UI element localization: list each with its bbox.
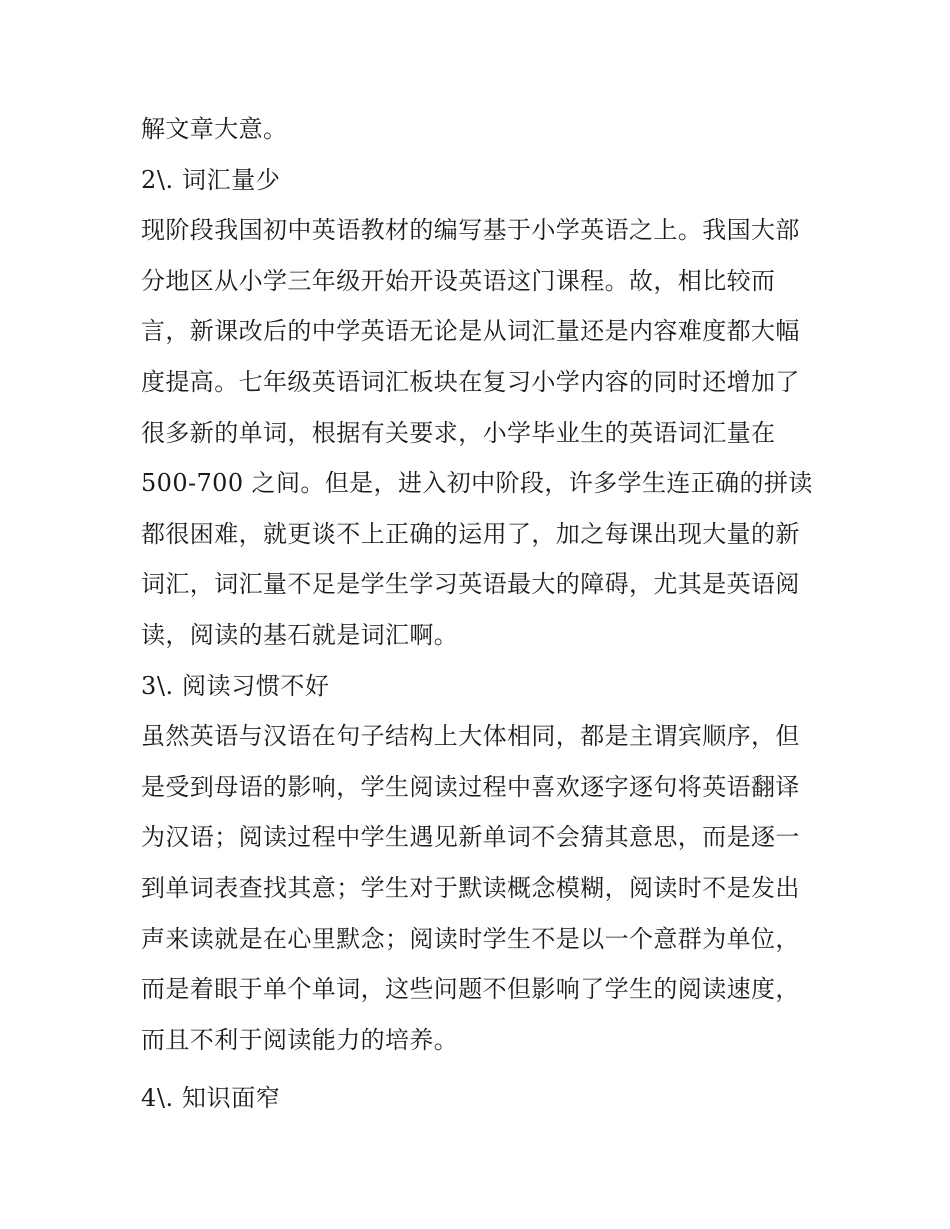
paragraph-line-8: 500-700 之间。但是，进入初中阶段，许多学生连正确的拼读 — [141, 469, 813, 498]
paragraph-line-4: 分地区从小学三年级开始开设英语这门课程。故，相比较而 — [141, 266, 776, 295]
paragraph-line-7: 很多新的单词，根据有关要求，小学毕业生的英语词汇量在 — [141, 418, 776, 447]
paragraph-line-13: 虽然英语与汉语在句子结构上大体相同，都是主谓宾顺序，但 — [141, 722, 800, 751]
paragraph-line-15: 为汉语；阅读过程中学生遇见新单词不会猜其意思，而是逐一 — [141, 823, 800, 852]
text-line-1: 解文章大意。 — [141, 115, 288, 143]
paragraph-line-6: 度提高。七年级英语词汇板块在复习小学内容的同时还增加了 — [141, 367, 800, 396]
paragraph-line-5: 言，新课改后的中学英语无论是从词汇量还是内容难度都大幅 — [141, 317, 800, 346]
document-page — [141, 104, 821, 1124]
section-heading-4: 4\. 知识面窄 — [141, 1084, 281, 1113]
paragraph-line-18: 而是着眼于单个单词，这些问题不但影响了学生的阅读速度， — [141, 975, 800, 1004]
paragraph-line-17: 声来读就是在心里默念；阅读时学生不是以一个意群为单位， — [141, 924, 800, 953]
section-heading-3: 3\. 阅读习惯不好 — [141, 671, 330, 700]
paragraph-line-19: 而且不利于阅读能力的培养。 — [141, 1025, 459, 1054]
paragraph-line-14: 是受到母语的影响，学生阅读过程中喜欢逐字逐句将英语翻译 — [141, 772, 800, 801]
paragraph-line-11: 读，阅读的基石就是词汇啊。 — [141, 620, 459, 649]
paragraph-line-16: 到单词表查找其意；学生对于默读概念模糊，阅读时不是发出 — [141, 873, 800, 902]
paragraph-line-10: 词汇，词汇量不足是学生学习英语最大的障碍，尤其是英语阅 — [141, 570, 800, 599]
section-heading-2: 2\. 词汇量少 — [141, 165, 281, 194]
paragraph-line-3: 现阶段我国初中英语教材的编写基于小学英语之上。我国大部 — [141, 216, 800, 245]
paragraph-line-9: 都很困难，就更谈不上正确的运用了，加之每课出现大量的新 — [141, 519, 800, 548]
